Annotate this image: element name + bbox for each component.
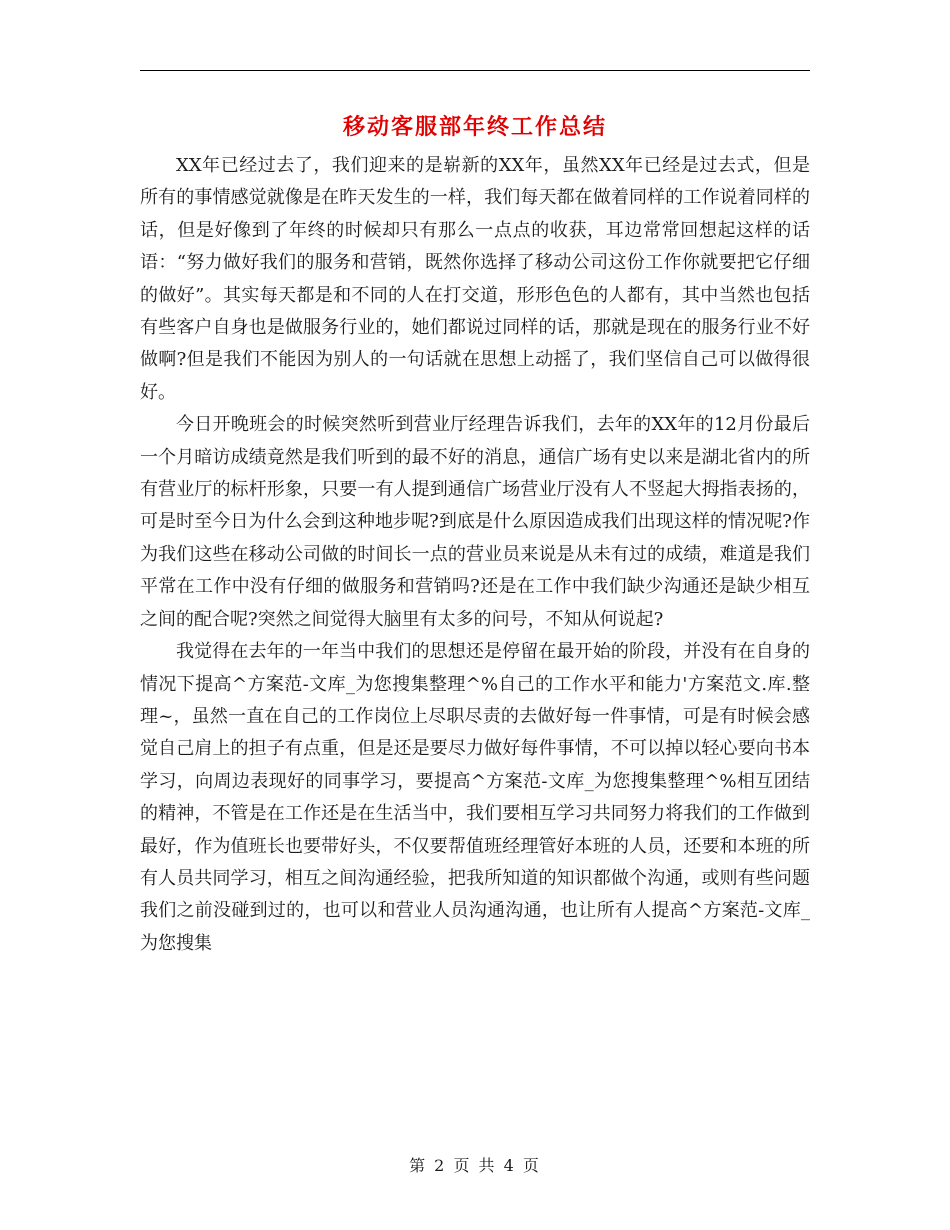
document-body: [140, 150, 810, 960]
paragraph-1: XX年已经过去了，我们迎来的是崭新的XX年，虽然XX年已经是过去式，但是所有的事情感觉就像是在昨天发生的一样，我们每天都在做着同样的工作说着同样的话，但是好像到了年终的时候却只有那么一点点的收获，耳边常常回想起这样的话语：“努力做好我们的服务和营销，既然你选择了移动公司这份工作你就要把它仔细的做好”。其实每天都是和不同的人在打交道，形形色色的人都有，其中当然也包括有些客户自身也是做服务行业的，她们都说过同样的话，那就是现在的服务行业不好做啊?但是我们不能因为别人的一句话就在思想上动摇了，我们坚信自己可以做得很好。: [140, 155, 810, 403]
header-rule: [140, 70, 810, 71]
page-number: 第 2 页 共 4 页: [409, 1156, 541, 1175]
paragraph-3: 我觉得在去年的一年当中我们的思想还是停留在最开始的阶段，并没有在自身的情况下提高^方案范-文库_为您搜集整理^%自己的工作水平和能力'方案范文.库.整理~，虽然一直在自己的工作岗位上尽职尽责的去做好每一件事情，可是有时候会感觉自己肩上的担子有点重，但是还是要尽力做好每件事情，不可以掉以轻心要向书本学习，向周边表现好的同事学习，要提高^方案范-文库_为您搜集整理^%相互团结的精神，不管是在工作还是在生活当中，我们要相互学习共同努力将我们的工作做到最好，作为值班长也要带好头，不仅要帮值班经理管好本班的人员，还要和本班的所有人员共同学习，相互之间沟通经验，把我所知道的知识都做个沟通，或则有些问题我们之前没碰到过的，也可以和营业人员沟通沟通，也让所有人提高^方案范-文库_为您搜集: [140, 641, 810, 954]
paragraph-2: 今日开晚班会的时候突然听到营业厅经理告诉我们，去年的XX年的12月份最后一个月暗访成绩竟然是我们听到的最不好的消息，通信广场有史以来是湖北省内的所有营业厅的标杆形象，只要一有人提到通信广场营业厅没有人不竖起大拇指表扬的，可是时至今日为什么会到这种地步呢?到底是什么原因造成我们出现这样的情况呢?作为我们这些在移动公司做的时间长一点的营业员来说是从未有过的成绩，难道是我们平常在工作中没有仔细的做服务和营销吗?还是在工作中我们缺少沟通还是缺少相互之间的配合呢?突然之间觉得大脑里有太多的问号，不知从何说起?: [140, 414, 810, 630]
document-title: 移动客服部年终工作总结: [342, 115, 607, 140]
